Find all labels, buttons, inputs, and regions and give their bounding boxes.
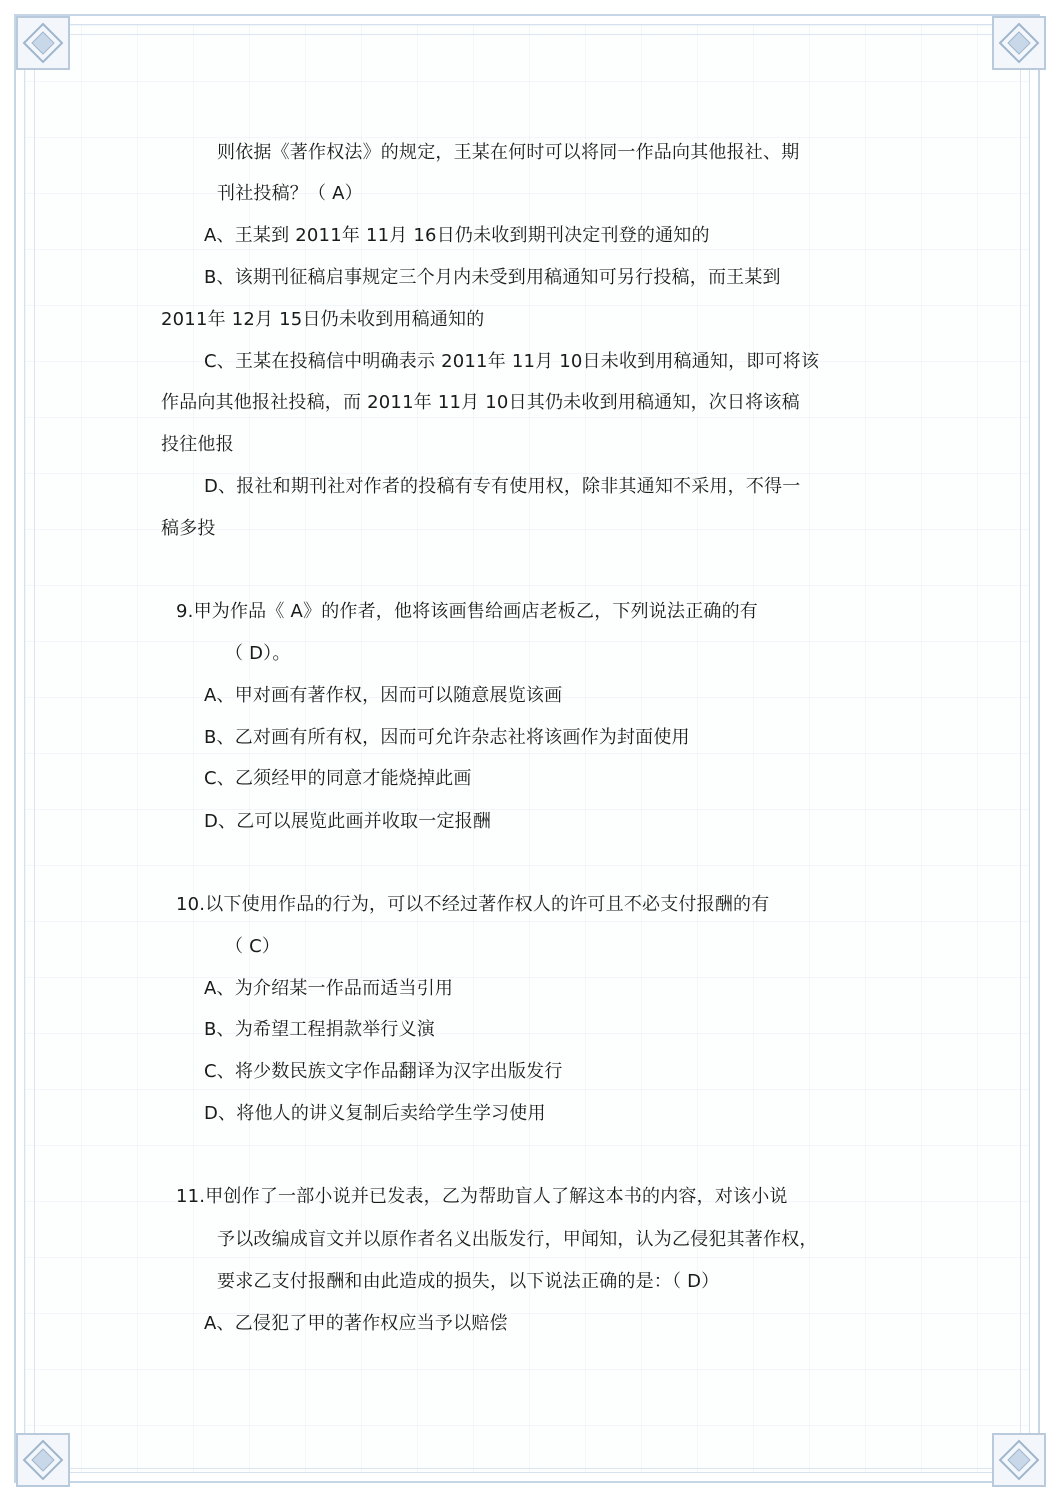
q10-option-b: B、为希望工程捐款举行义演 xyxy=(204,1019,435,1040)
q10-option-a: A、为介绍某一作品而适当引用 xyxy=(204,978,454,999)
corner-ornament-top-left-icon xyxy=(16,16,70,70)
border-rule-bottom xyxy=(34,1468,1020,1469)
corner-ornament-bottom-left-icon xyxy=(16,1433,70,1487)
q8-option-b-line-2: 2011年 12月 15日仍未收到用稿通知的 xyxy=(161,309,485,330)
q11-option-a: A、乙侵犯了甲的著作权应当予以赔偿 xyxy=(204,1313,508,1334)
q8-option-b-line-1: B、该期刊征稿启事规定三个月内未受到用稿通知可另行投稿，而王某到 xyxy=(204,267,781,288)
q11-stem-line-2: 予以改编成盲文并以原作者名义出版发行，甲闻知，认为乙侵犯其著作权， xyxy=(217,1229,818,1250)
q10-option-d: D、将他人的讲义复制后卖给学生学习使用 xyxy=(204,1103,546,1124)
q8-option-c-line-3: 投往他报 xyxy=(161,434,234,455)
q10-answer: （ C） xyxy=(225,936,281,957)
q9-option-d: D、乙可以展览此画并收取一定报酬 xyxy=(204,811,492,832)
q8-stem-line-1: 则依据《著作权法》的规定，王某在何时可以将同一作品向其他报社、期 xyxy=(217,142,800,163)
q9-answer: （ D）。 xyxy=(225,643,291,664)
q8-option-d-line-2: 稿多投 xyxy=(161,518,216,539)
border-rule-top xyxy=(34,34,1020,35)
q9-option-a: A、甲对画有著作权，因而可以随意展览该画 xyxy=(204,685,563,706)
q10-stem-line-1: 10.以下使用作品的行为，可以不经过著作权人的许可且不必支付报酬的有 xyxy=(176,894,770,915)
q11-stem-line-1: 11.甲创作了一部小说并已发表，乙为帮助盲人了解这本书的内容，对该小说 xyxy=(176,1186,788,1207)
q10-option-c: C、将少数民族文字作品翻译为汉字出版发行 xyxy=(204,1061,563,1082)
border-rule-right xyxy=(1020,34,1021,1469)
q8-option-a: A、王某到 2011年 11月 16日仍未收到期刊决定刊登的通知的 xyxy=(204,225,710,246)
q8-stem-line-2: 刊社投稿？（ A） xyxy=(217,183,363,204)
q11-stem-line-3: 要求乙支付报酬和由此造成的损失，以下说法正确的是：（ D） xyxy=(217,1271,720,1292)
corner-ornament-bottom-right-icon xyxy=(992,1433,1046,1487)
q8-option-c-line-1: C、王某在投稿信中明确表示 2011年 11月 10日未收到用稿通知，即可将该 xyxy=(204,351,820,372)
border-rule-left xyxy=(34,34,35,1469)
q9-option-c: C、乙须经甲的同意才能烧掉此画 xyxy=(204,768,472,789)
q9-option-b: B、乙对画有所有权，因而可允许杂志社将该画作为封面使用 xyxy=(204,727,690,748)
corner-ornament-top-right-icon xyxy=(992,16,1046,70)
q8-option-d-line-1: D、报社和期刊社对作者的投稿有专有使用权，除非其通知不采用，不得一 xyxy=(204,476,801,497)
q8-option-c-line-2: 作品向其他报社投稿，而 2011年 11月 10日其仍未收到用稿通知，次日将该稿 xyxy=(161,392,800,413)
q9-stem-line-1: 9.甲为作品《 A》的作者，他将该画售给画店老板乙，下列说法正确的有 xyxy=(176,601,759,622)
